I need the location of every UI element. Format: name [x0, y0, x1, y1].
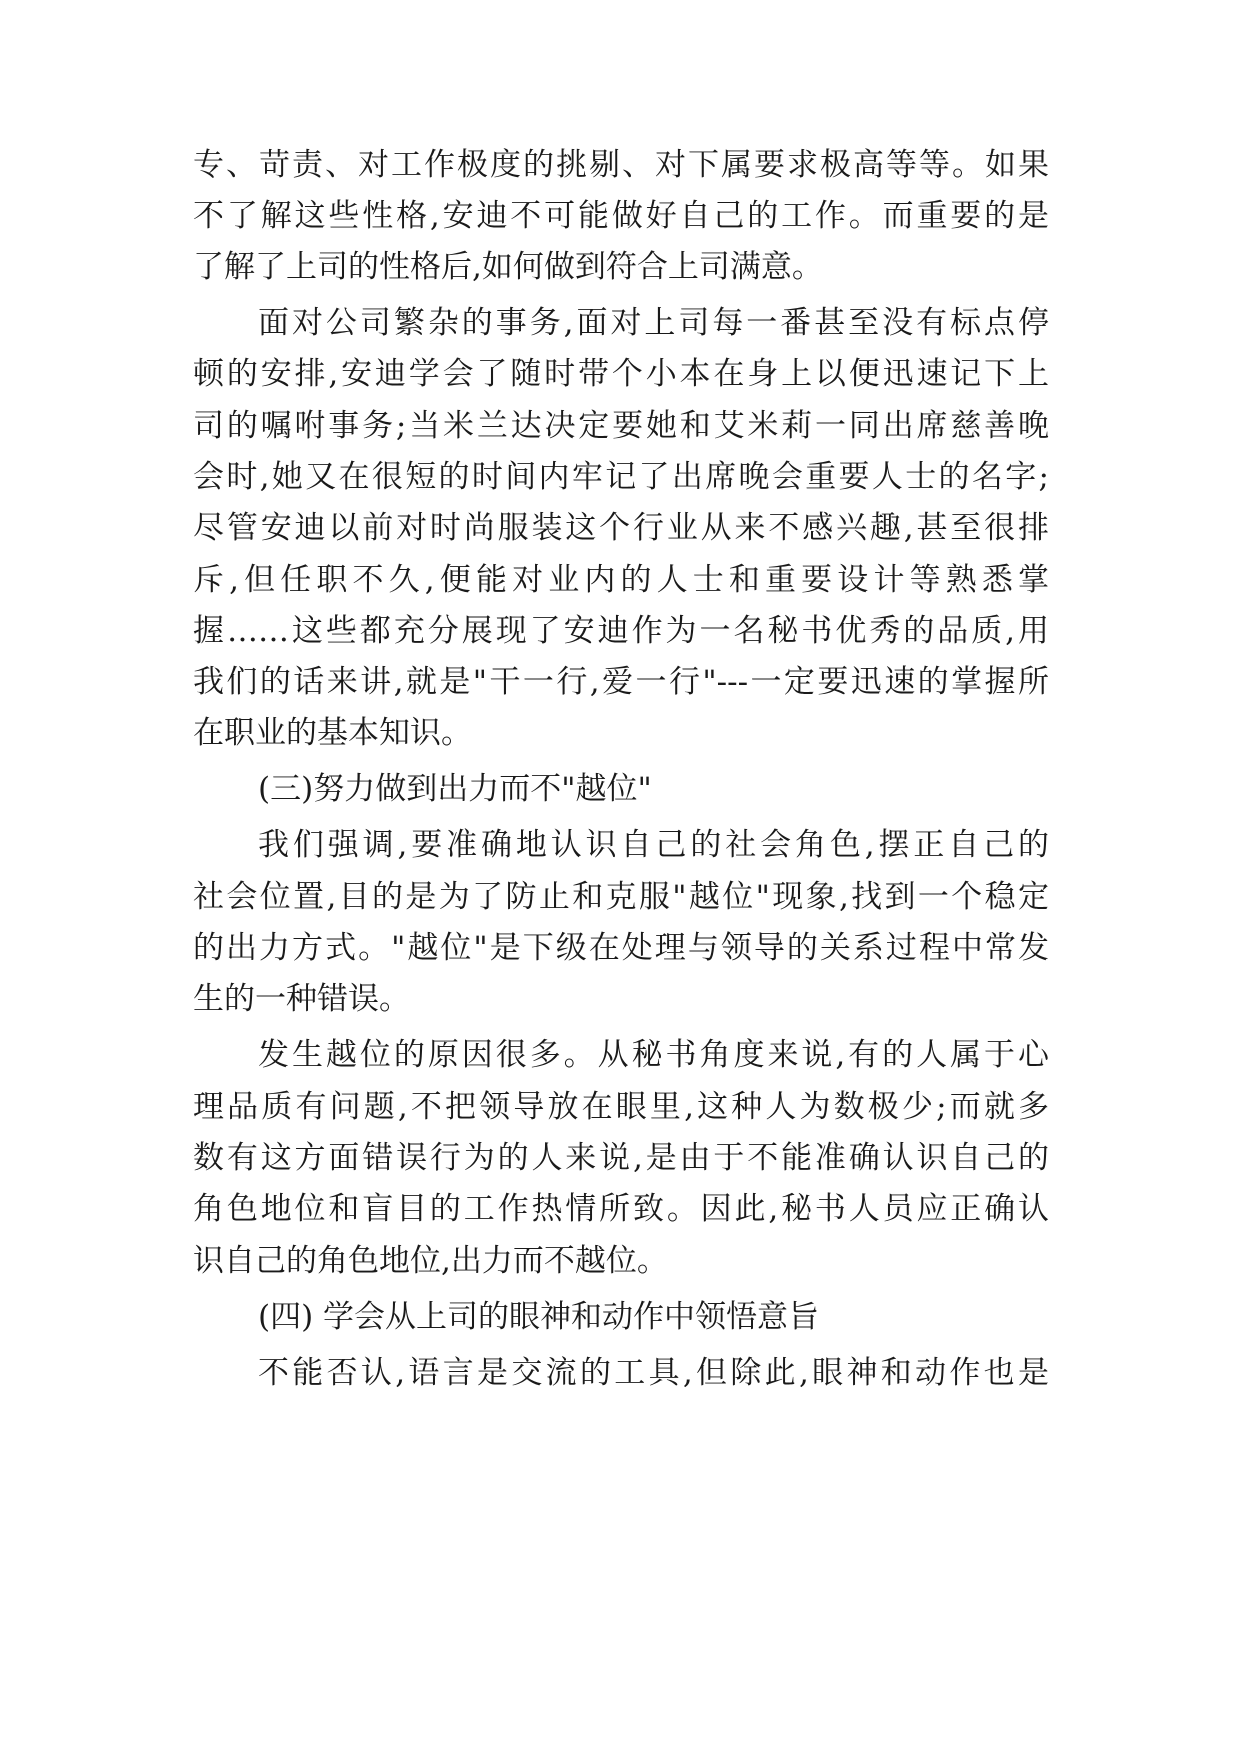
text-line: 发生越位的原因很多。从秘书角度来说,有的人属于心	[258, 1037, 1049, 1073]
text-line: 顿的安排,安迪学会了随时带个小本在身上以便迅速记下上	[193, 356, 1049, 392]
text-line: 理品质有问题,不把领导放在眼里,这种人为数极少;而就多	[193, 1089, 1049, 1125]
text-line: 生的一种错误。	[193, 981, 410, 1017]
text-line: 会时,她又在很短的时间内牢记了出席晚会重要人士的名字;	[193, 459, 1049, 495]
text-line: 不能否认,语言是交流的工具,但除此,眼神和动作也是	[258, 1355, 1049, 1391]
text-line: 数有这方面错误行为的人来说,是由于不能准确认识自己的	[193, 1140, 1049, 1176]
text-line: 识自己的角色地位,出力而不越位。	[193, 1243, 668, 1279]
text-line: 专、苛责、对工作极度的挑剔、对下属要求极高等等。如果	[193, 147, 1049, 183]
text-line: 的出力方式。"越位"是下级在处理与领导的关系过程中常发	[193, 930, 1049, 966]
text-line: 角色地位和盲目的工作热情所致。因此,秘书人员应正确认	[193, 1191, 1049, 1227]
text-line: 不了解这些性格,安迪不可能做好自己的工作。而重要的是	[193, 198, 1049, 234]
text-line: 我们强调,要准确地认识自己的社会角色,摆正自己的	[258, 827, 1049, 863]
text-line: 我们的话来讲,就是"干一行,爱一行"---一定要迅速的掌握所	[193, 664, 1049, 700]
text-line: 司的嘱咐事务;当米兰达决定要她和艾米莉一同出席慈善晚	[193, 408, 1049, 444]
text-line: 握……这些都充分展现了安迪作为一名秘书优秀的品质,用	[193, 613, 1049, 649]
text-line: 斥,但任职不久,便能对业内的人士和重要设计等熟悉掌	[193, 562, 1049, 598]
section-heading: (三)努力做到出力而不"越位"	[258, 771, 652, 807]
text-line: 社会位置,目的是为了防止和克服"越位"现象,找到一个稳定	[193, 879, 1049, 915]
section-heading: (四) 学会从上司的眼神和动作中领悟意旨	[258, 1299, 820, 1335]
text-line: 在职业的基本知识。	[193, 715, 472, 751]
text-line: 面对公司繁杂的事务,面对上司每一番甚至没有标点停	[258, 305, 1049, 341]
text-line: 尽管安迪以前对时尚服装这个行业从来不感兴趣,甚至很排	[193, 510, 1049, 546]
text-line: 了解了上司的性格后,如何做到符合上司满意。	[193, 249, 823, 285]
